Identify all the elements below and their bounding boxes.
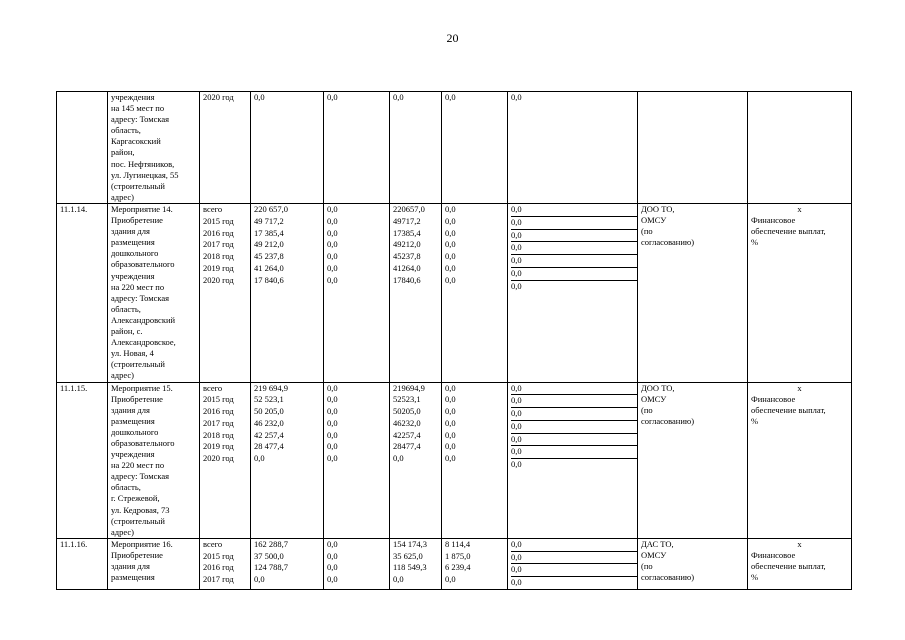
year-list: [203, 204, 247, 287]
row-local: [442, 204, 508, 383]
other-value-cell: 0,0: [511, 420, 637, 433]
federal-value-cell: 0,0: [327, 550, 338, 561]
local-value-cell: 0,0: [445, 406, 456, 417]
other-value-cell: 0,0: [511, 459, 637, 471]
local-value-cell: 0,0: [445, 215, 456, 226]
other-value-cell: 0,0: [511, 564, 637, 577]
row-regional: [390, 382, 442, 538]
total-value-cell: 162 288,7: [254, 538, 288, 549]
other-value-cell: 0,0: [511, 577, 637, 589]
total-value-cell: 0,0: [254, 574, 265, 585]
local-value-cell: 6 239,4: [445, 562, 471, 573]
local-value-cell: 8 114,4: [445, 538, 471, 549]
row-description: Мероприятие 16. Приобретение здания для размещения: [108, 538, 200, 589]
federal-value-cell: 0,0: [327, 406, 338, 417]
row-years: [200, 538, 251, 589]
row-description: учреждения на 145 мест по адресу: Томская область, Каргасокский район, пос. Нефтяников, ул. Лугинецкая, 55 (строительный адрес): [108, 92, 200, 204]
row-executor: ДОО ТО, ОМСУ (по согласованию): [638, 204, 748, 383]
row-local: [442, 538, 508, 589]
row-other: [508, 538, 638, 589]
year-cell: 2015 год: [203, 215, 234, 226]
local-value-cell: 0,0: [445, 453, 456, 464]
local-value-cell: 0,0: [445, 239, 456, 250]
row-executor: ДОО ТО, ОМСУ (по согласованию): [638, 382, 748, 538]
local-value-list: [445, 383, 504, 466]
row-total: [251, 204, 324, 383]
local-value-cell: 1 875,0: [445, 550, 471, 561]
local-value-cell: 0,0: [445, 429, 456, 440]
row-total: [251, 538, 324, 589]
total-value-list: [254, 383, 320, 466]
regional-value-cell: 41264,0: [393, 262, 421, 273]
total-value-cell: 41 264,0: [254, 262, 284, 273]
indicator-head: х: [797, 204, 802, 214]
federal-value-cell: 0,0: [327, 274, 338, 285]
total-value-cell: 46 232,0: [254, 417, 284, 428]
local-value-cell: 0,0: [445, 441, 456, 452]
other-value-list: [511, 204, 637, 293]
local-value-cell: 0,0: [445, 92, 456, 102]
row-local: [442, 92, 508, 204]
regional-value-cell: 49717,2: [393, 215, 421, 226]
regional-value-cell: 220657,0: [393, 204, 425, 214]
federal-value-cell: 0,0: [327, 251, 338, 262]
local-value-cell: 0,0: [445, 262, 456, 273]
table-row: [57, 92, 852, 204]
year-cell: 2016 год: [203, 562, 234, 573]
regional-value-cell: 219694,9: [393, 382, 425, 393]
year-list: [203, 383, 247, 466]
year-list: [203, 539, 247, 586]
row-other: [508, 382, 638, 538]
total-value-cell: 50 205,0: [254, 406, 284, 417]
regional-value-list: [393, 92, 438, 104]
row-other: [508, 204, 638, 383]
regional-value-cell: 17840,6: [393, 274, 421, 285]
regional-value-list: [393, 383, 438, 466]
indicator-head: х: [797, 538, 802, 549]
year-cell: всего: [203, 204, 223, 214]
other-value-list: [511, 92, 637, 104]
row-regional: [390, 92, 442, 204]
regional-value-cell: 0,0: [393, 574, 404, 585]
regional-value-cell: 28477,4: [393, 441, 421, 452]
total-value-cell: 42 257,4: [254, 429, 284, 440]
federal-value-cell: 0,0: [327, 538, 338, 549]
row-executor: ДАС ТО, ОМСУ (по согласованию): [638, 538, 748, 589]
year-cell: 2020 год: [203, 453, 234, 464]
federal-value-cell: 0,0: [327, 441, 338, 452]
total-value-cell: 220 657,0: [254, 204, 288, 214]
other-value-cell: 0,0: [511, 433, 637, 446]
federal-value-cell: 0,0: [327, 92, 338, 102]
total-value-list: [254, 539, 320, 586]
federal-value-cell: 0,0: [327, 453, 338, 464]
local-value-cell: 0,0: [445, 574, 456, 585]
federal-value-cell: 0,0: [327, 239, 338, 250]
row-description: Мероприятие 14. Приобретение здания для размещения дошкольного образовательного учреждения на 220 мест по адресу: Томская область, Александровский район, с. Александровское, ул. Новая, 4 (строительный адрес): [108, 204, 200, 383]
row-federal: [324, 382, 390, 538]
federal-value-list: [327, 92, 386, 104]
total-value-cell: 49 717,2: [254, 215, 284, 226]
row-description: Мероприятие 15. Приобретение здания для размещения дошкольного образовательного учреждения на 220 мест по адресу: Томская область, г. Стрежевой, ул. Кедровая, 73 (строительный адрес): [108, 382, 200, 538]
other-value-list: [511, 539, 637, 589]
total-value-cell: 124 788,7: [254, 562, 288, 573]
row-years: [200, 204, 251, 383]
local-value-cell: 0,0: [445, 227, 456, 238]
other-value-cell: 0,0: [511, 229, 637, 242]
row-code: [57, 92, 108, 204]
other-value-cell: 0,0: [511, 538, 522, 549]
indicator-head: х: [797, 382, 802, 393]
local-value-cell: 0,0: [445, 394, 456, 405]
row-indicator: [748, 204, 852, 383]
row-local: [442, 382, 508, 538]
federal-value-cell: 0,0: [327, 574, 338, 585]
regional-value-list: [393, 204, 438, 287]
row-regional: [390, 204, 442, 383]
regional-value-cell: 0,0: [393, 453, 404, 464]
regional-value-cell: 154 174,3: [393, 538, 427, 549]
local-value-cell: 0,0: [445, 417, 456, 428]
federal-value-cell: 0,0: [327, 262, 338, 273]
regional-value-list: [393, 539, 438, 586]
local-value-list: [445, 204, 504, 287]
total-value-cell: 49 212,0: [254, 239, 284, 250]
table-row: [57, 538, 852, 589]
row-total: [251, 382, 324, 538]
regional-value-cell: 118 549,3: [393, 562, 427, 573]
year-cell: 2015 год: [203, 550, 234, 561]
row-total: [251, 92, 324, 204]
other-value-list: [511, 383, 637, 472]
federal-value-list: [327, 204, 386, 287]
regional-value-cell: 46232,0: [393, 417, 421, 428]
total-value-cell: 28 477,4: [254, 441, 284, 452]
row-federal: [324, 204, 390, 383]
federal-value-cell: 0,0: [327, 429, 338, 440]
row-code: 11.1.14.: [57, 204, 108, 383]
year-cell: 2020 год: [203, 92, 234, 102]
federal-value-cell: 0,0: [327, 382, 338, 393]
year-cell: 2019 год: [203, 262, 234, 273]
other-value-cell: 0,0: [511, 204, 522, 214]
year-cell: 2018 год: [203, 429, 234, 440]
indicator-text: Финансовое обеспечение выплат, %: [751, 549, 826, 583]
row-years: [200, 92, 251, 204]
indicator-text: Финансовое обеспечение выплат, %: [751, 215, 826, 248]
federal-value-list: [327, 539, 386, 586]
row-indicator: [748, 382, 852, 538]
other-value-cell: 0,0: [511, 551, 637, 564]
row-federal: [324, 538, 390, 589]
regional-value-cell: 45237,8: [393, 251, 421, 262]
other-value-cell: 0,0: [511, 408, 637, 421]
federal-value-list: [327, 383, 386, 466]
total-value-cell: 17 840,6: [254, 274, 284, 285]
federal-value-cell: 0,0: [327, 215, 338, 226]
year-cell: 2018 год: [203, 251, 234, 262]
total-value-list: [254, 204, 320, 287]
regional-value-cell: 35 625,0: [393, 550, 423, 561]
local-value-list: [445, 539, 504, 586]
year-cell: 2019 год: [203, 441, 234, 452]
page-number: 20: [446, 31, 459, 45]
total-value-cell: 0,0: [254, 92, 265, 102]
local-value-cell: 0,0: [445, 382, 456, 393]
year-cell: 2016 год: [203, 406, 234, 417]
total-value-cell: 52 523,1: [254, 394, 284, 405]
year-cell: 2015 год: [203, 394, 234, 405]
other-value-cell: 0,0: [511, 446, 637, 459]
other-value-cell: 0,0: [511, 92, 522, 102]
total-value-cell: 17 385,4: [254, 227, 284, 238]
regional-value-cell: 17385,4: [393, 227, 421, 238]
local-value-list: [445, 92, 504, 104]
row-other: [508, 92, 638, 204]
year-cell: 2017 год: [203, 239, 234, 250]
local-value-cell: 0,0: [445, 274, 456, 285]
total-value-cell: 219 694,9: [254, 382, 288, 393]
federal-value-cell: 0,0: [327, 562, 338, 573]
federal-value-cell: 0,0: [327, 204, 338, 214]
year-cell: 2017 год: [203, 574, 234, 585]
year-list: [203, 92, 247, 104]
row-years: [200, 382, 251, 538]
row-regional: [390, 538, 442, 589]
year-cell: 2020 год: [203, 274, 234, 285]
row-code: 11.1.15.: [57, 382, 108, 538]
program-table: [56, 91, 852, 590]
total-value-cell: 37 500,0: [254, 550, 284, 561]
year-cell: всего: [203, 382, 223, 393]
table-row: [57, 204, 852, 383]
row-federal: [324, 92, 390, 204]
other-value-cell: 0,0: [511, 255, 637, 268]
other-value-cell: 0,0: [511, 382, 522, 393]
federal-value-cell: 0,0: [327, 394, 338, 405]
regional-value-cell: 42257,4: [393, 429, 421, 440]
row-indicator: [748, 538, 852, 589]
row-code: 11.1.16.: [57, 538, 108, 589]
regional-value-cell: 52523,1: [393, 394, 421, 405]
year-cell: 2017 год: [203, 417, 234, 428]
other-value-cell: 0,0: [511, 280, 637, 292]
table-row: [57, 382, 852, 538]
regional-value-cell: 0,0: [393, 92, 404, 102]
other-value-cell: 0,0: [511, 242, 637, 255]
year-cell: всего: [203, 538, 223, 549]
other-value-cell: 0,0: [511, 216, 637, 229]
indicator-text: Финансовое обеспечение выплат, %: [751, 393, 826, 426]
federal-value-cell: 0,0: [327, 417, 338, 428]
local-value-cell: 0,0: [445, 251, 456, 262]
regional-value-cell: 50205,0: [393, 406, 421, 417]
row-executor: [638, 92, 748, 204]
total-value-cell: 0,0: [254, 453, 265, 464]
regional-value-cell: 49212,0: [393, 239, 421, 250]
year-cell: 2016 год: [203, 227, 234, 238]
federal-value-cell: 0,0: [327, 227, 338, 238]
row-indicator: [748, 92, 852, 204]
total-value-cell: 45 237,8: [254, 251, 284, 262]
total-value-list: [254, 92, 320, 104]
other-value-cell: 0,0: [511, 395, 637, 408]
other-value-cell: 0,0: [511, 267, 637, 280]
local-value-cell: 0,0: [445, 204, 456, 214]
